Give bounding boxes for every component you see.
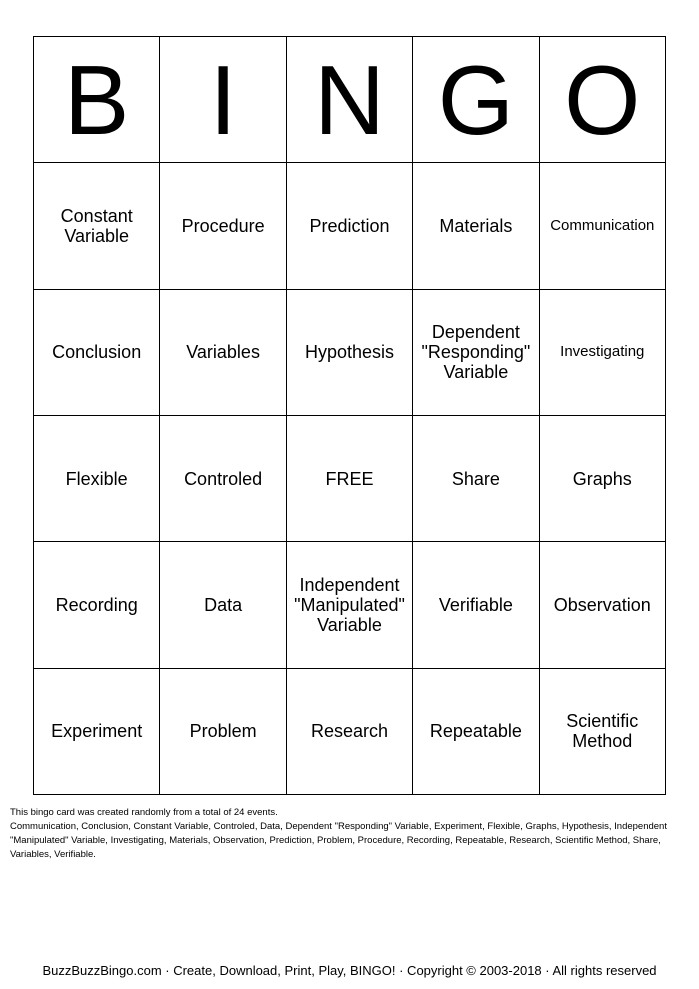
bingo-cell: Dependent "Responding" Variable xyxy=(413,290,539,416)
bingo-cell: Problem xyxy=(160,669,286,795)
free-space: FREE xyxy=(287,416,413,542)
bingo-cell: Share xyxy=(413,416,539,542)
header-letter-n: N xyxy=(287,37,413,163)
bingo-cell: Graphs xyxy=(540,416,666,542)
bingo-cell: Data xyxy=(160,542,286,668)
card-info xyxy=(10,806,690,862)
header-letter-g: G xyxy=(413,37,539,163)
info-events-list: Communication, Conclusion, Constant Variable, Controled, Data, Dependent "Responding" Variable, Experiment, Flexible, Graphs, Hypothesis, Independent "Manipulated" Variable, Investigating, Materials, Observation, Prediction, Problem, Procedure, Recording, Repeatable, Research, Scientific Method, Share, Variables, Verifiable. xyxy=(10,821,667,860)
bingo-cell: Verifiable xyxy=(413,542,539,668)
bingo-cell: Flexible xyxy=(34,416,160,542)
header-letter-i: I xyxy=(160,37,286,163)
bingo-cell: Observation xyxy=(540,542,666,668)
bingo-cell: Experiment xyxy=(34,669,160,795)
info-summary: This bingo card was created randomly from a total of 24 events. xyxy=(10,807,278,818)
header-letter-o: O xyxy=(540,37,666,163)
bingo-cell: Independent "Manipulated" Variable xyxy=(287,542,413,668)
bingo-cell: Scientific Method xyxy=(540,669,666,795)
bingo-cell: Constant Variable xyxy=(34,163,160,289)
bingo-cell: Procedure xyxy=(160,163,286,289)
bingo-cell: Communication xyxy=(540,163,666,289)
bingo-cell: Investigating xyxy=(540,290,666,416)
bingo-card xyxy=(33,36,666,795)
bingo-cell: Recording xyxy=(34,542,160,668)
bingo-cell: Conclusion xyxy=(34,290,160,416)
bingo-cell: Controled xyxy=(160,416,286,542)
bingo-cell: Prediction xyxy=(287,163,413,289)
bingo-cell: Hypothesis xyxy=(287,290,413,416)
bingo-cell: Materials xyxy=(413,163,539,289)
footer: BuzzBuzzBingo.com · Create, Download, Print, Play, BINGO! · Copyright © 2003-2018 · All rights reserved xyxy=(42,963,657,978)
header-letter-b: B xyxy=(34,37,160,163)
bingo-cell: Repeatable xyxy=(413,669,539,795)
bingo-cell: Variables xyxy=(160,290,286,416)
bingo-cell: Research xyxy=(287,669,413,795)
